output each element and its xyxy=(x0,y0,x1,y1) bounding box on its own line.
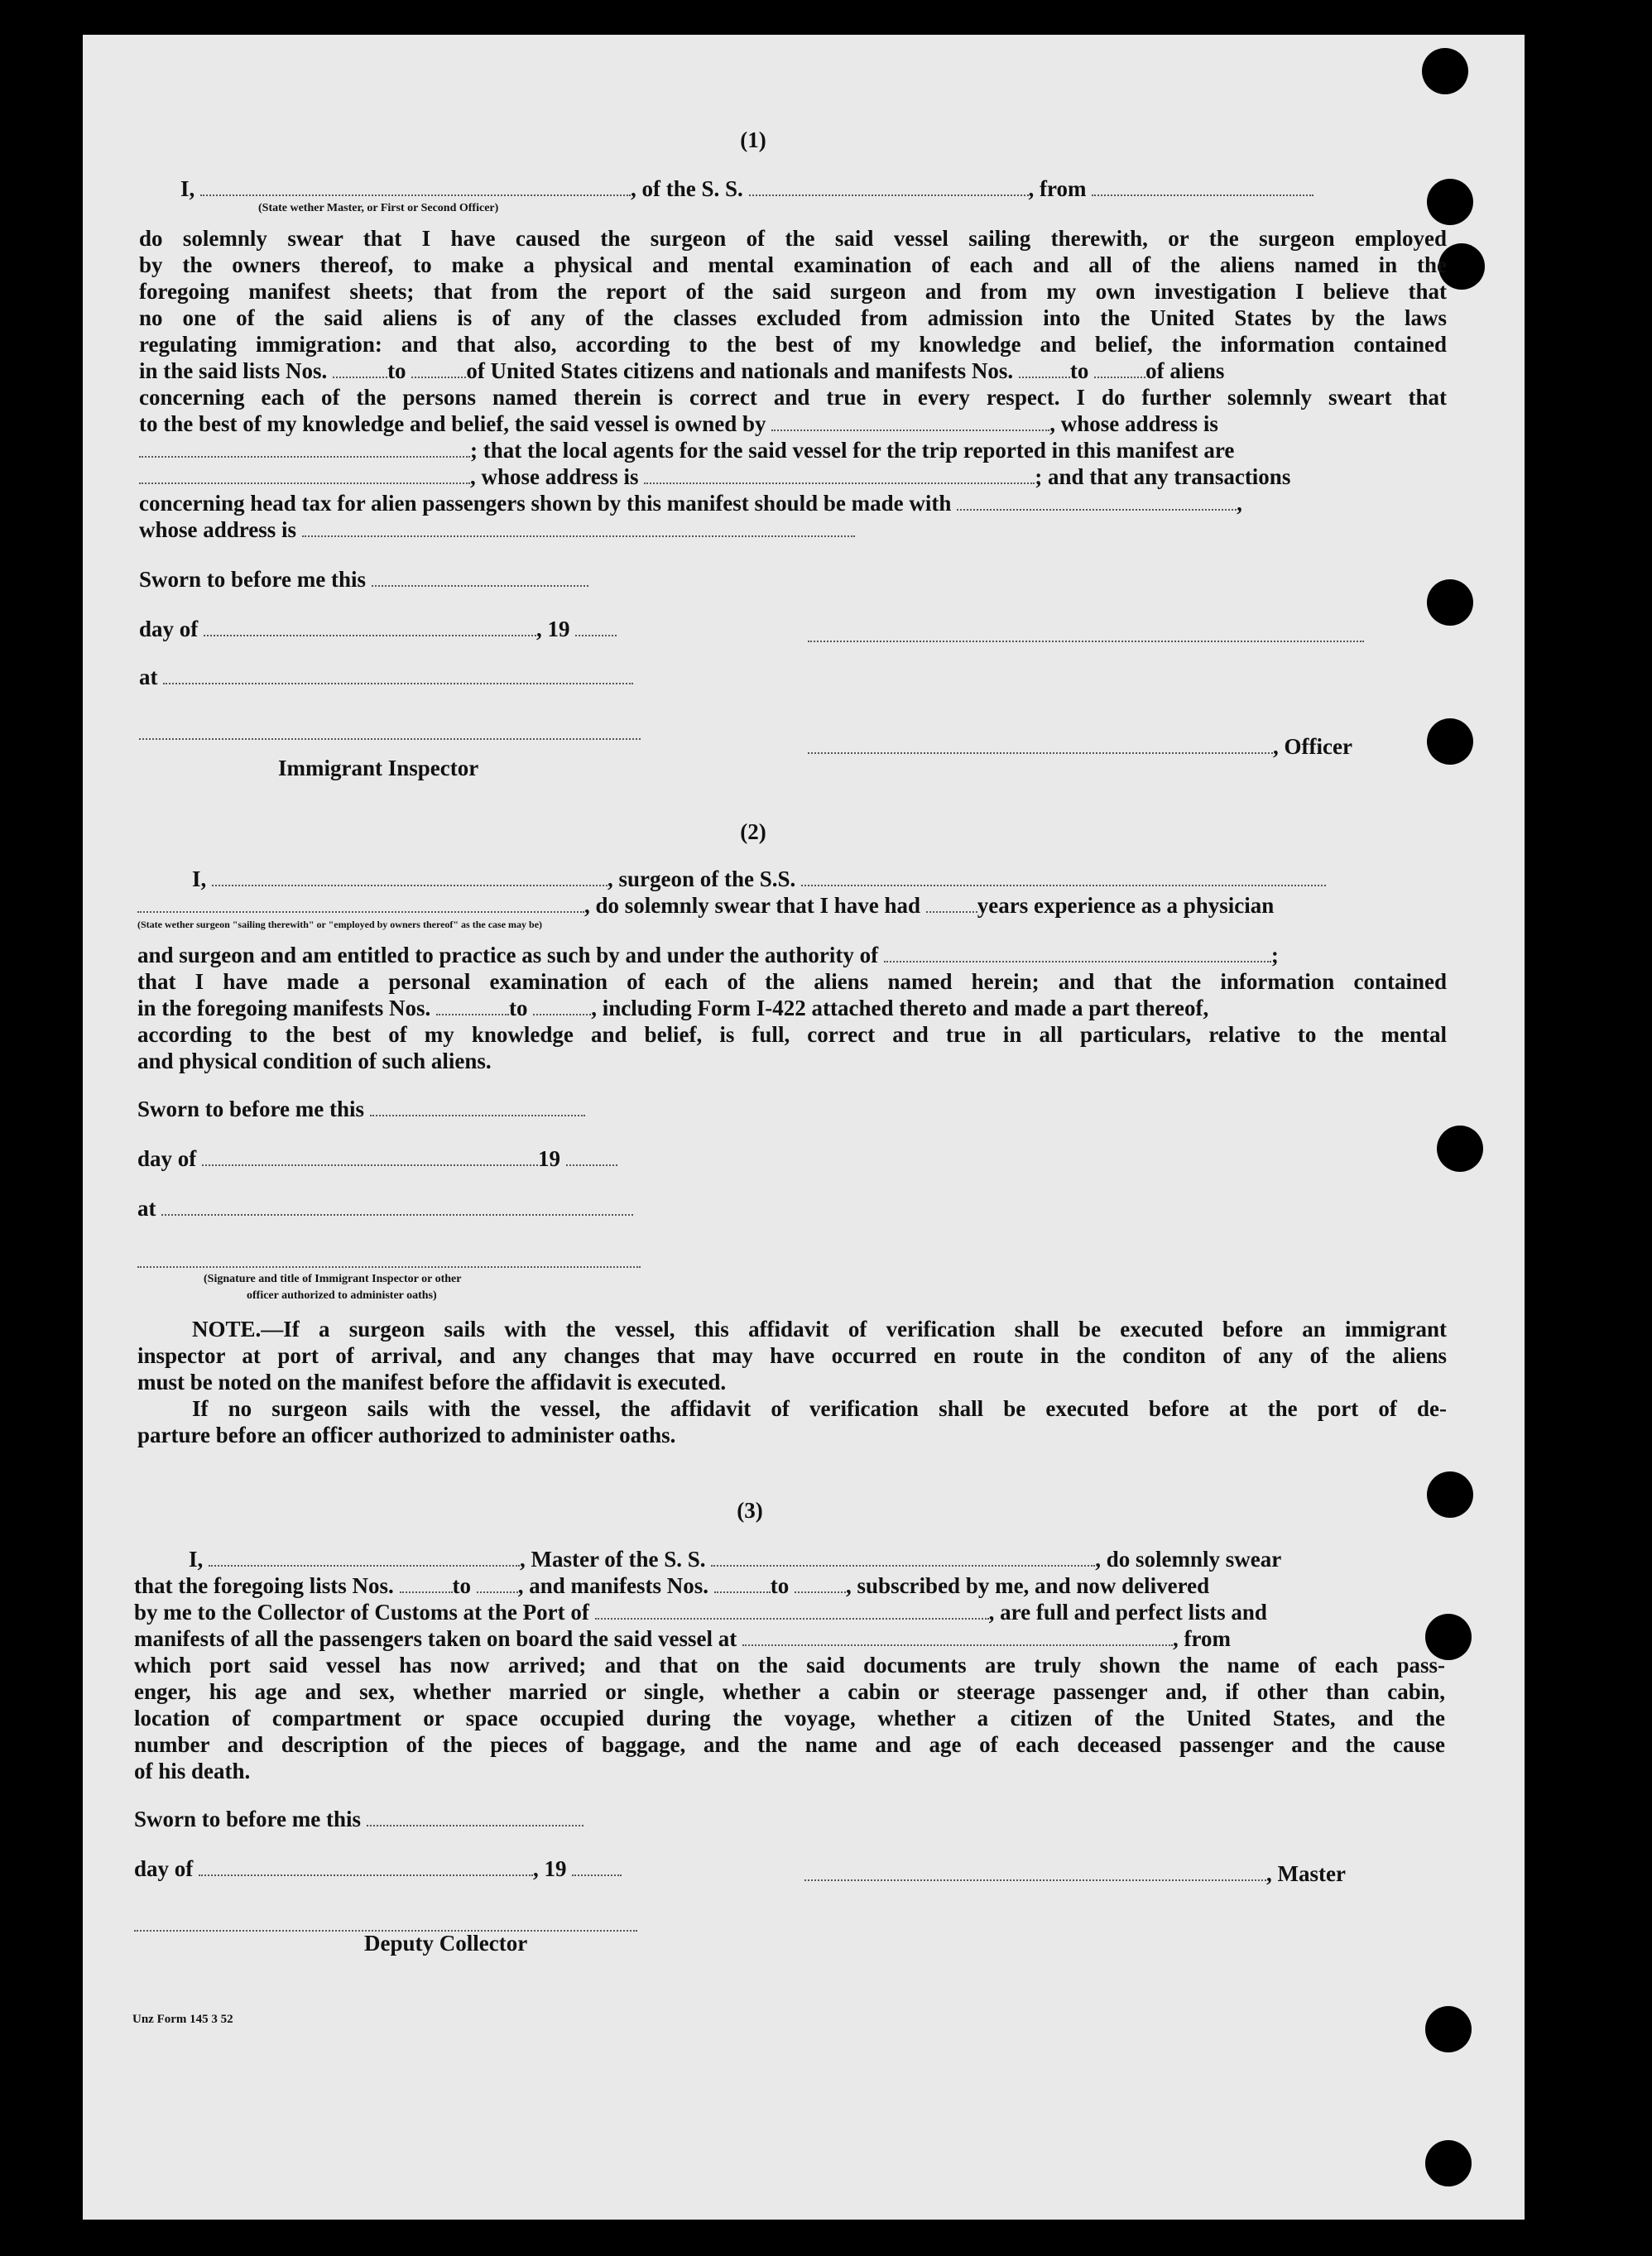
note-line: If no surgeon sails with the vessel, the affidavit of verification shall be executed before at the port of de- xyxy=(192,1396,1447,1421)
surgeon-type-hint: (State wether surgeon "sailing therewith" or "employed by owners thereof" as the case may be) xyxy=(137,919,543,930)
s2-at: at xyxy=(137,1195,633,1222)
note-line: inspector at port of arrival, and any changes that may have occurred en route in the conditon of any of the aliens xyxy=(137,1343,1447,1368)
blank-at[interactable] xyxy=(161,1198,633,1216)
blank-surgeon-name[interactable] xyxy=(212,868,607,886)
signature-hint: (Signature and title of Immigrant Inspector or other xyxy=(204,1273,462,1285)
blank-year[interactable] xyxy=(575,618,617,636)
blank-authority[interactable] xyxy=(884,944,1271,962)
s3-para-line: that the foregoing lists Nos. to , and manifests Nos. to , subscribed by me, and now delivered xyxy=(134,1573,1210,1598)
blank-surgeon-type[interactable] xyxy=(137,895,584,913)
blank-boarding-port[interactable] xyxy=(742,1628,1173,1646)
section-number: (3) xyxy=(737,1498,763,1523)
s1-sworn: Sworn to before me this xyxy=(139,566,588,593)
blank-manifest-to[interactable] xyxy=(1094,360,1145,378)
s1-para-line: , whose address is ; and that any transactions xyxy=(139,463,1290,490)
note-line: parture before an officer authorized to administer oaths. xyxy=(137,1423,676,1447)
blank-sworn[interactable] xyxy=(370,1098,585,1116)
officer-rank-hint: (State wether Master, or First or Second Officer) xyxy=(258,202,499,214)
deputy-title: Deputy Collector xyxy=(364,1931,528,1956)
s1-para-line: concerning each of the persons named therein is correct and true in every respect. I do further solemnly sweart that xyxy=(139,385,1447,410)
blank-s2-vessel[interactable] xyxy=(801,868,1326,886)
s1-para-line: ; that the local agents for the said vessel for the trip reported in this manifest are xyxy=(139,437,1234,463)
officer-title: , Officer xyxy=(808,733,1352,760)
s1-para-line: foregoing manifest sheets; that from the report of the said surgeon and from my own investigation I believe that xyxy=(139,279,1447,304)
blank-port[interactable] xyxy=(595,1601,989,1620)
s2-signature-line[interactable] xyxy=(137,1266,641,1268)
signature-hint: officer authorized to administer oaths) xyxy=(247,1289,437,1302)
blank-list-to[interactable] xyxy=(411,360,466,378)
blank-s3-list-from[interactable] xyxy=(400,1575,453,1593)
blank-s2-manifest-to[interactable] xyxy=(533,997,591,1015)
blank-master-signature[interactable] xyxy=(804,1863,1266,1881)
s3-para-line: location of compartment or space occupied during the voyage, whether a citizen of the United States, and the xyxy=(134,1706,1445,1730)
blank-sworn[interactable] xyxy=(367,1808,583,1826)
blank-sworn[interactable] xyxy=(372,569,588,587)
blank-master-name[interactable] xyxy=(209,1548,520,1567)
blank-vessel-name[interactable] xyxy=(749,178,1029,196)
officer-signature-line[interactable] xyxy=(808,641,1364,642)
s2-para-line: and surgeon and am entitled to practice as such by and under the authority of ; xyxy=(137,943,1279,967)
blank-owner[interactable] xyxy=(771,413,1049,431)
form-number: Unz Form 145 3 52 xyxy=(132,2013,233,2026)
s1-para-line: no one of the said aliens is of any of the classes excluded from admission into the United States by the laws xyxy=(139,305,1447,330)
s2-para-line: that I have made a personal examination of each of the aliens named herein; and that the information contained xyxy=(137,969,1447,994)
blank-agents-address[interactable] xyxy=(644,466,1035,484)
s2-para-line: in the foregoing manifests Nos. to , including Form I-422 attached thereto and made a part thereof, xyxy=(137,996,1209,1020)
blank-day[interactable] xyxy=(204,618,536,636)
s2-para-line: and physical condition of such aliens. xyxy=(137,1049,492,1073)
blank-day[interactable] xyxy=(199,1858,533,1876)
s2-sworn: Sworn to before me this xyxy=(137,1096,585,1122)
s1-para-line: whose address is xyxy=(139,516,855,543)
master-title: , Master xyxy=(804,1860,1346,1887)
blank-officer-name[interactable] xyxy=(808,736,1273,754)
blank-s3-manifest-from[interactable] xyxy=(714,1575,771,1593)
s1-para-line: to the best of my knowledge and belief, the said vessel is owned by , whose address is xyxy=(139,411,1218,436)
s1-day: day of , 19 xyxy=(139,616,617,642)
blank-local-agents[interactable] xyxy=(139,466,470,484)
blank-owner-address[interactable] xyxy=(139,439,470,458)
blank-s2-manifest-from[interactable] xyxy=(436,997,509,1015)
affidavit-form xyxy=(83,35,1525,2220)
s1-at: at xyxy=(139,664,633,690)
s2-para-line: according to the best of my knowledge and belief, is full, correct and true in all particulars, relative to the mental xyxy=(137,1022,1447,1047)
s1-para-line: concerning head tax for alien passengers shown by this manifest should be made with , xyxy=(139,491,1242,516)
note-line: NOTE.—If a surgeon sails with the vessel, this affidavit of verification shall be executed before an immigrant xyxy=(192,1317,1447,1342)
s1-line-1: I, , of the S. S. , from xyxy=(180,175,1313,202)
s2-line-2: , do solemnly swear that I have had years experience as a physician xyxy=(137,892,1274,919)
inspector-title: Immigrant Inspector xyxy=(278,756,479,780)
section-number: (1) xyxy=(740,127,766,152)
blank-from-port[interactable] xyxy=(1092,178,1313,196)
s2-day: day of 19 xyxy=(137,1145,617,1172)
note-line: must be noted on the manifest before the affidavit is executed. xyxy=(137,1370,727,1394)
blank-head-tax-agent[interactable] xyxy=(957,492,1237,511)
blank-day[interactable] xyxy=(202,1148,538,1166)
blank-year[interactable] xyxy=(572,1858,622,1876)
blank-at[interactable] xyxy=(163,666,633,684)
s1-para-line: in the said lists Nos. to of United States citizens and nationals and manifests Nos. to of aliens xyxy=(139,358,1225,383)
s1-para-line: regulating immigration: and that also, according to the best of my knowledge and belief, the information contained xyxy=(139,332,1447,357)
s3-sworn: Sworn to before me this xyxy=(134,1806,583,1832)
inspector-signature-line[interactable] xyxy=(139,738,641,740)
blank-s3-list-to[interactable] xyxy=(477,1575,518,1593)
blank-head-tax-address[interactable] xyxy=(302,519,855,537)
blank-manifest-from[interactable] xyxy=(1019,360,1070,378)
s3-para-line: manifests of all the passengers taken on board the said vessel at , from xyxy=(134,1626,1231,1651)
s3-para-line: which port said vessel has now arrived; and that on the said documents are truly shown the name of each pass- xyxy=(134,1653,1445,1678)
s3-para-line: by me to the Collector of Customs at the Port of , are full and perfect lists and xyxy=(134,1600,1267,1625)
s1-para-line: by the owners thereof, to make a physical and mental examination of each and all of the aliens named in the xyxy=(139,252,1447,277)
s2-line-1: I, , surgeon of the S.S. xyxy=(192,866,1326,892)
s3-para-line: of his death. xyxy=(134,1759,251,1783)
blank-s3-manifest-to[interactable] xyxy=(795,1575,846,1593)
section-number: (2) xyxy=(740,819,766,844)
s3-para-line: enger, his age and sex, whether married or single, whether a cabin or steerage passenger and, if other than cabin, xyxy=(134,1679,1445,1704)
s3-para-line: number and description of the pieces of baggage, and the name and age of each deceased passenger and the cause xyxy=(134,1732,1445,1757)
blank-list-from[interactable] xyxy=(333,360,387,378)
blank-s3-vessel[interactable] xyxy=(711,1548,1095,1567)
blank-year[interactable] xyxy=(566,1148,617,1166)
blank-officer-rank[interactable] xyxy=(200,178,631,196)
s3-line-1: I, , Master of the S. S. , do solemnly swear xyxy=(189,1547,1282,1572)
s1-para-line: do solemnly swear that I have caused the surgeon of the said vessel sailing therewith, or the surgeon employed xyxy=(139,226,1447,251)
s3-day: day of , 19 xyxy=(134,1855,622,1882)
blank-years-experience[interactable] xyxy=(926,895,977,913)
